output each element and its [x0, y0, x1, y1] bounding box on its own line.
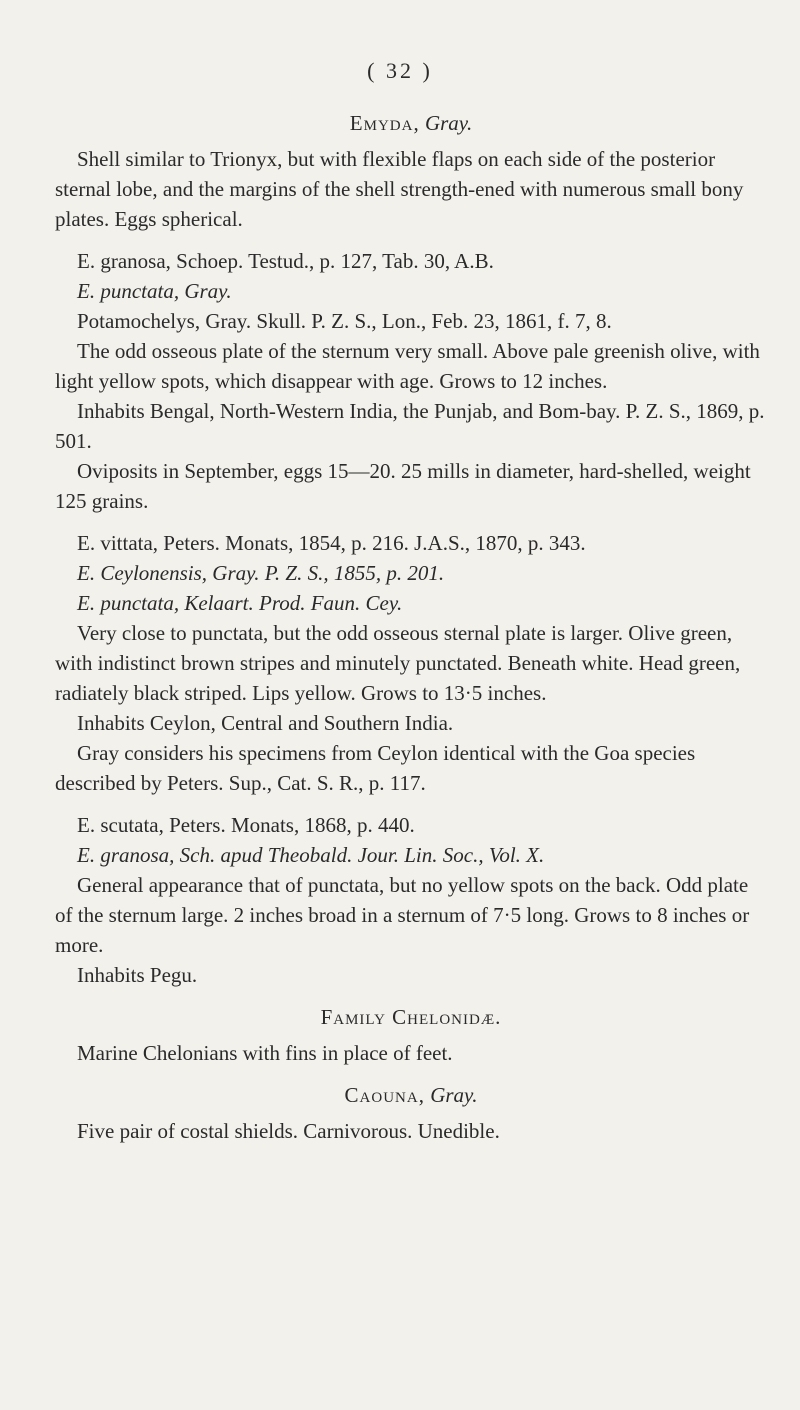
species-description: Very close to punctata, but the odd osseous sternal plate is larger. Olive green, with indistinct brown stripes and minutely punctated. Beneath white. Head green, radiately black striped. Lips yellow. Grows to 13·5 inches.: [55, 621, 741, 705]
page-body: [55, 108, 767, 1146]
synonym-line: E. vittata, Peters. Monats, 1854, p. 216. J.A.S., 1870, p. 343.: [77, 531, 586, 555]
synonym-line: Potamochelys, Gray. Skull. P. Z. S., Lon., Feb. 23, 1861, f. 7, 8.: [77, 309, 612, 333]
genus-heading-caouna: [55, 1080, 767, 1110]
family-heading: [55, 1002, 767, 1032]
synonym-line: E. granosa, Sch. apud Theobald. Jour. Lin. Soc., Vol. X.: [77, 843, 545, 867]
synonym-line: E. punctata, Kelaart. Prod. Faun. Cey.: [77, 591, 403, 615]
species-habitat: Inhabits Pegu.: [77, 963, 198, 987]
species-description: The odd osseous plate of the sternum very small. Above pale greenish olive, with light yellow spots, which disappear with age. Grows to 12 inches.: [55, 339, 760, 393]
synonym-line: E. Ceylonensis, Gray. P. Z. S., 1855, p. 201.: [77, 561, 445, 585]
species-note: Oviposits in September, eggs 15—20. 25 mills in diameter, hard-shelled, weight 125 grains.: [55, 459, 751, 513]
family-description: Marine Chelonians with fins in place of feet.: [77, 1041, 453, 1065]
species-habitat: Inhabits Ceylon, Central and Southern India.: [77, 711, 454, 735]
genus-author: Gray.: [430, 1083, 478, 1107]
genus-name: Emyda,: [349, 111, 420, 135]
species-habitat: Inhabits Bengal, North-Western India, the Punjab, and Bom-bay. P. Z. S., 1869, p. 501.: [55, 399, 765, 453]
synonym-line: E. punctata, Gray.: [77, 279, 232, 303]
synonym-line: E. granosa, Schoep. Testud., p. 127, Tab. 30, A.B.: [77, 249, 494, 273]
family-name: Family Chelonidæ.: [320, 1005, 502, 1029]
genus-name: Caouna,: [344, 1083, 425, 1107]
species-description: General appearance that of punctata, but no yellow spots on the back. Odd plate of the sternum large. 2 inches broad in a sternum of 7·5 long. Grows to 8 inches or more.: [55, 873, 750, 957]
species-note: Gray considers his specimens from Ceylon identical with the Goa species described by Peters. Sup., Cat. S. R., p. 117.: [55, 741, 696, 795]
genus-description: Shell similar to Trionyx, but with flexible flaps on each side of the posterior sternal lobe, and the margins of the shell strength-ened with numerous small bony plates. Eggs spherical.: [55, 147, 744, 231]
genus-heading-emyda: [55, 108, 767, 138]
genus-description: Five pair of costal shields. Carnivorous. Unedible.: [77, 1119, 500, 1143]
synonym-line: E. scutata, Peters. Monats, 1868, p. 440.: [77, 813, 415, 837]
genus-author: Gray.: [424, 111, 473, 135]
page-number: ( 32 ): [367, 58, 433, 83]
